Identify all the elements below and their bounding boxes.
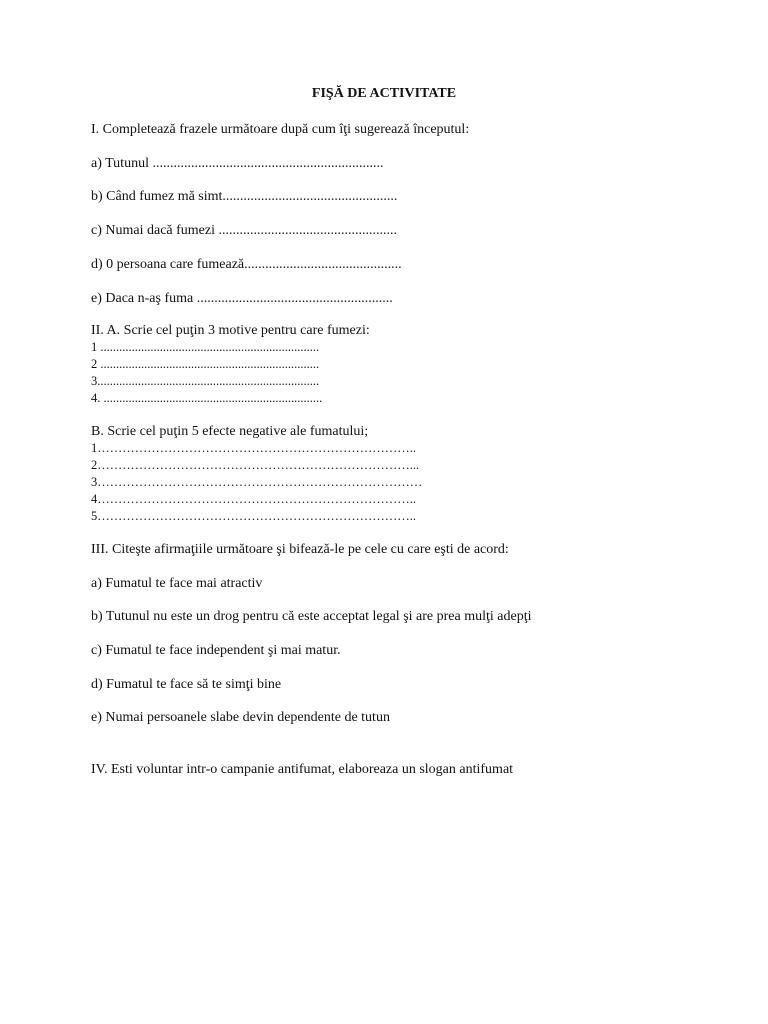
section-2a-item-3: 3....................................................................... (91, 374, 320, 388)
section-3-item-c: c) Fumatul te face independent şi mai matur. (91, 643, 341, 658)
section-3-item-d: d) Fumatul te face să te simţi bine (91, 677, 282, 692)
section-2b-item-2: 2…………………………………………………………………... (91, 458, 420, 472)
page-title: FIŞĂ DE ACTIVITATE (311, 86, 457, 101)
section-1-item-e: e) Daca n-aş fuma ........................................................ (91, 291, 393, 306)
section-2a-heading: II. A. Scrie cel puţin 3 motive pentru care fumezi: (91, 323, 370, 338)
section-1-heading: I. Completează frazele următoare după cum îţi sugerează începutul: (91, 122, 470, 137)
section-2b-item-5: 5………………………………………………………………….. (91, 509, 416, 523)
section-3-item-a: a) Fumatul te face mai atractiv (91, 576, 263, 591)
section-2a-item-4: 4. ...................................................................... (91, 391, 323, 405)
section-2a-item-2: 2 ...................................................................... (91, 357, 320, 371)
section-3-heading: III. Citeşte afirmaţiile următoare şi bifează-le pe cele cu care eşti de acord: (91, 542, 509, 557)
section-1-item-a: a) Tutunul .................................................................. (91, 156, 384, 171)
section-3-item-e: e) Numai persoanele slabe devin dependente de tutun (91, 710, 390, 725)
section-3-item-b: b) Tutunul nu este un drog pentru că este acceptat legal şi are prea mulţi adepţi (91, 609, 532, 624)
section-1-item-d: d) 0 persoana care fumează............................................. (91, 257, 402, 272)
section-2b-item-1: 1………………………………………………………………….. (91, 441, 416, 455)
section-2a-item-1: 1 ...................................................................... (91, 340, 320, 354)
section-1-item-c: c) Numai dacă fumezi ................................................... (91, 223, 397, 238)
section-2b-item-4: 4………………………………………………………………….. (91, 492, 416, 506)
section-4-heading: IV. Esti voluntar intr-o campanie antifumat, elaboreaza un slogan antifumat (91, 762, 514, 777)
section-1-item-b: b) Când fumez mă simt.................................................. (91, 189, 398, 204)
section-2b-heading: B. Scrie cel puţin 5 efecte negative ale fumatului; (91, 424, 369, 439)
section-2b-item-3: 3…………………………………………………………………… (91, 475, 423, 489)
